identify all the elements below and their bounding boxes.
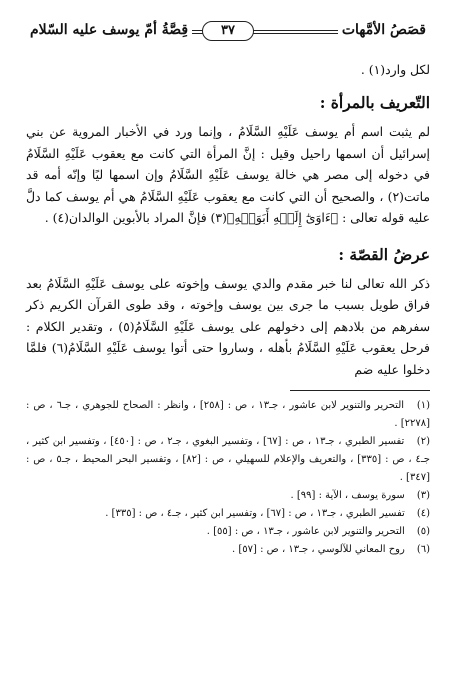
page-number: ٣٧ [202,21,254,41]
section-heading-story: عرضُ القصّة : [338,244,430,264]
book-title: قصَصُ الأمَّهات [338,22,430,38]
footnote-number: (١) [416,400,430,411]
footnote [26,487,430,505]
footnote-text: روح المعاني للآلوسي ، جـ١٣ ، ص : [٥٧] . [232,544,405,555]
lead-line: لكل وارد(١) . [360,62,430,77]
footnote-text: تفسير الطبري ، جـ١٣ ، ص : [٦٧] ، وتفسير البغوي ، جـ٢ ، ص : [٤٥٠] ، وتفسير ابن كثير ، جـ٤ ، ص : [٣٣٥] ، والتعريف والإعلام للسهيلي ، ص : [٨٢] ، وتفسير البحر المحيط ، جـ٥ ، ص : [٣٤٧] . [26,436,430,483]
footnote-number: (٢) [416,436,430,447]
footnote [26,523,430,541]
paragraph-story: ذكر الله تعالى لنا خبر مقدم والدي يوسف وإخوته على يوسف عَلَيْهِ السَّلَامُ بعد فراق طويل بسبب ما جرى بين يوسف وإخوته ، وقد طوى القرآن الكريم ذكر سفرهم من بلادهم إلى دخولهم على يوسف عَلَيْهِ السَّلَامُ(٥) ، وتقدير الكلام : فرحل يعقوب عَلَيْهِ السَّلَامُ بأهله ، وساروا حتى أتوا يوسف عَلَيْهِ السَّلَامُ(٦) فلمَّا دخلوا عليه ضم [26,275,430,377]
document-page [0,8,456,683]
footnote-text: سورة يوسف ، الآية : [٩٩] . [290,490,405,501]
paragraph-definition: لم يثبت اسم أم يوسف عَلَيْهِ السَّلَامُ ، وإنما ورد في الأخبار المروية عن بني إسرائيل أن اسمها راحيل وقيل : إنَّ المرأة التي كانت مع يعقوب عَلَيْهِ السَّلَامُ في دخوله إلى مصر هي خالة يوسف عَلَيْهِ السَّلَامُ وإن اسمها ليًا وإنّه أمه قد ماتت(٢) ، والصحيح أن التي كانت مع يعقوب عَلَيْهِ السَّلَامُ هي أم يوسف كما دلَّ عليه قوله تعالى : ﴿ءَاوَىٰٓ إِلَيۡهِ أَبَوَيۡهِ﴾(٣) فإنَّ المراد بالأبوين الوالدان(٤) . [26,124,430,225]
footnote-number: (٥) [416,526,430,537]
footnote [26,505,430,523]
footnote-text: التحرير والتنوير لابن عاشور ، جـ١٣ ، ص : [٢٥٨] ، وانظر : الصحاح للجوهري ، جـ٦ ، ص : [٢٢٧٨] . [26,400,430,429]
footnote [26,541,430,559]
footnote-number: (٤) [416,508,430,519]
footnote-text: تفسير الطبري ، جـ١٣ ، ص : [٦٧] ، وتفسير ابن كثير ، جـ٤ ، ص : [٣٣٥] . [105,508,405,519]
footnote-number: (٦) [416,544,430,555]
footnote [26,397,430,433]
chapter-title: قِصَّةُ أمّ يوسف عليه السّلام [26,22,192,38]
footnote-text: التحرير والتنوير لابن عاشور ، جـ١٣ ، ص : [٥٥] . [206,526,405,537]
footnotes [26,397,430,559]
footnote [26,433,430,487]
section-heading-definition: التّعريف بالمرأة : [319,93,430,112]
footnote-number: (٣) [416,490,430,501]
footnote-separator [290,390,430,391]
page-header [26,8,430,52]
